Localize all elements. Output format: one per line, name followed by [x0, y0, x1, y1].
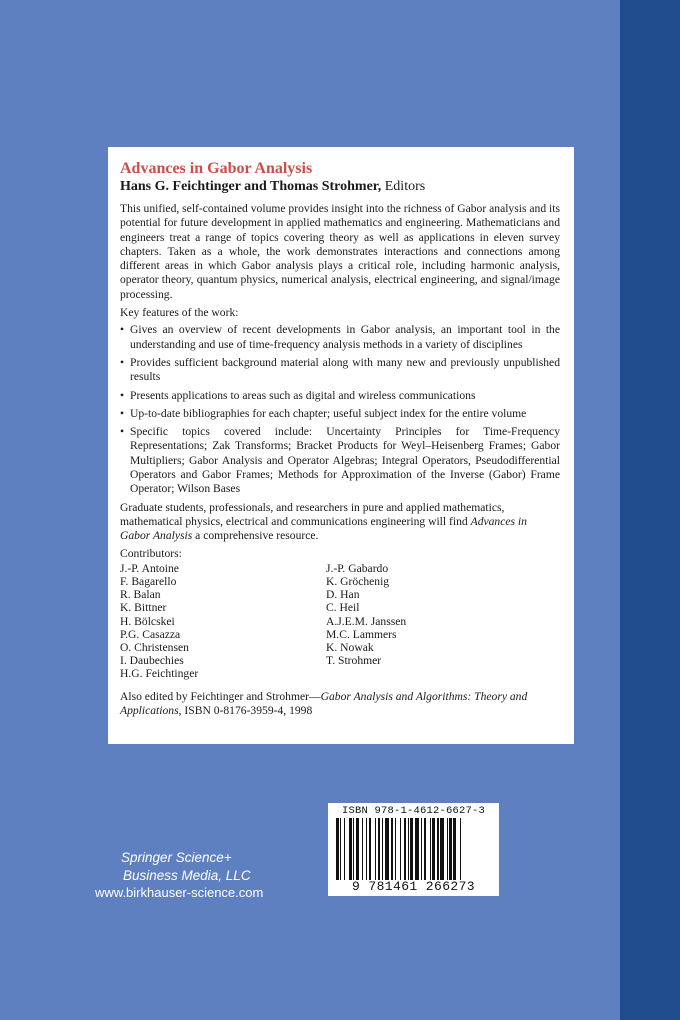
contributor-name: J.-P. Antoine	[120, 561, 179, 575]
also-book-title: Gabor Analysis and Algorithms: Theory and Applications	[120, 689, 528, 717]
feature-text: Presents applications to areas such as digital and wireless communications	[130, 388, 476, 402]
isbn-label: ISBN 978-1-4612-6627-3	[341, 805, 486, 817]
barcode-bar	[424, 818, 425, 880]
feature-text: Gives an overview of recent developments in Gabor analysis, an important tool in the understanding and use of time-frequency analysis methods in a variety of disciplines	[130, 323, 560, 351]
bullet-icon: •	[120, 406, 125, 420]
feature-text: Provides sufficient background material along with many new and previously unpublished results	[130, 355, 560, 384]
also-edited-note	[120, 690, 560, 719]
barcode-digits: 9 781461 266273	[351, 879, 476, 894]
barcode-bar	[375, 818, 376, 880]
editor-role: Editors	[381, 179, 426, 194]
contributors-list	[120, 562, 560, 681]
bullet-icon: •	[120, 355, 125, 369]
barcode-bar	[437, 818, 438, 880]
barcode-bar	[408, 818, 409, 880]
publisher-imprint	[95, 849, 263, 902]
list-item	[120, 407, 560, 421]
barcode-bar	[356, 818, 360, 880]
contributor-name: C. Heil	[326, 601, 360, 615]
barcode-bar	[369, 818, 372, 880]
barcode-bar	[385, 818, 389, 880]
book-spine	[620, 0, 680, 1020]
barcode-bar	[391, 818, 394, 880]
barcode-bar	[421, 818, 422, 880]
barcode-bar	[378, 818, 381, 880]
list-item	[120, 356, 560, 385]
barcode-bar	[430, 818, 431, 880]
barcode-bar	[349, 818, 352, 880]
book-editors	[120, 178, 560, 195]
list-item	[120, 389, 560, 403]
audience-book-title: Advances in Gabor Analysis	[120, 514, 527, 543]
list-item	[120, 425, 560, 496]
contributor-name: D. Han	[326, 588, 360, 602]
contributors-column-right	[326, 562, 532, 681]
contributor-name: O. Christensen	[120, 641, 189, 655]
contributor-name: A.J.E.M. Janssen	[326, 614, 407, 628]
contributors-column-left	[120, 562, 326, 681]
contributors-label: Contributors:	[120, 546, 182, 560]
barcode-bar	[460, 818, 461, 880]
publisher-url: www.birkhauser-science.com	[95, 885, 264, 900]
barcode-bar	[447, 818, 448, 880]
barcode-bar	[449, 818, 452, 880]
bullet-icon: •	[120, 388, 125, 402]
audience-end: a comprehensive resource.	[192, 529, 319, 543]
barcode-bar	[366, 818, 367, 880]
also-isbn: , ISBN 0-8176-3959-4, 1998	[178, 703, 313, 717]
contributor-name: H.G. Feichtinger	[120, 667, 199, 681]
list-item	[120, 323, 560, 352]
contributor-name: K. Nowak	[326, 641, 374, 655]
contributor-name: R. Balan	[120, 588, 161, 602]
contributor-name: M.C. Lammers	[326, 627, 397, 641]
barcode-bar	[340, 818, 341, 880]
feature-text: Up-to-date bibliographies for each chapter; useful subject index for the entire volume	[130, 406, 527, 420]
barcode-bar	[404, 818, 407, 880]
barcode-bar	[440, 818, 444, 880]
barcode-bar	[382, 818, 383, 880]
key-features-label: Key features of the work:	[120, 306, 239, 320]
barcode-bar	[453, 818, 456, 880]
barcode-bar	[344, 818, 345, 880]
barcode-bar	[353, 818, 354, 880]
contributor-name: P.G. Casazza	[120, 627, 181, 641]
publisher-line-1: Springer Science+	[121, 850, 232, 865]
barcode-bar	[362, 818, 363, 880]
features-list	[120, 323, 560, 496]
contributor-name: I. Daubechies	[120, 654, 184, 668]
barcode-bars	[336, 818, 492, 880]
book-title: Advances in Gabor Analysis	[120, 160, 313, 177]
barcode-bar	[336, 818, 339, 880]
back-cover-text-panel	[108, 147, 574, 744]
audience-text: Graduate students, professionals, and researchers in pure and applied mathematics, mathematical physics, electrical and communications engineering will find	[120, 500, 505, 528]
barcode-bar	[395, 818, 396, 880]
contributor-name: K. Gröchenig	[326, 575, 390, 589]
isbn-barcode	[328, 803, 499, 896]
audience-statement	[120, 501, 560, 544]
contributor-name: F. Bagarello	[120, 575, 177, 589]
editor-names: Hans G. Feichtinger and Thomas Strohmer,	[120, 179, 382, 194]
book-description: This unified, self-contained volume provides insight into the richness of Gabor analysis and its potential for future development in applied mathematics and engineering. Mathematicians and engineers treat a range of topics covering theory as well as applications in eleven survey chapters. Taken as a whole, the work demonstrates interactions and connections among different areas in which Gabor analysis plays a critical role, including harmonic analysis, operator theory, quantum physics, numerical analysis, electrical engineering, and signal/image processing.	[120, 202, 560, 301]
also-prefix: Also edited by Feichtinger and Strohmer—	[120, 689, 321, 703]
bullet-icon: •	[120, 425, 125, 439]
barcode-bar	[415, 818, 419, 880]
contributor-name: J.-P. Gabardo	[326, 561, 389, 575]
contributor-name: K. Bittner	[120, 601, 167, 615]
barcode-bar	[410, 818, 413, 880]
bullet-icon: •	[120, 323, 125, 337]
barcode-bar	[400, 818, 401, 880]
contributor-name: T. Strohmer	[326, 654, 382, 668]
barcode-bar	[432, 818, 435, 880]
contributor-name: H. Bölcskei	[120, 614, 175, 628]
feature-text: Specific topics covered include: Uncertainty Principles for Time-Frequency Representations; Zak Transforms; Bracket Products for Weyl–Heisenberg Frames; Gabor Multipliers; Gabor Analysis and Operator Algebras; Integral Operators, Pseudodifferential Operators and Gabor Frames; Methods for Approximation of the Inverse (Gabor) Frame Operator; Wilson Bases	[130, 425, 560, 496]
publisher-line-2: Business Media, LLC	[123, 867, 251, 883]
